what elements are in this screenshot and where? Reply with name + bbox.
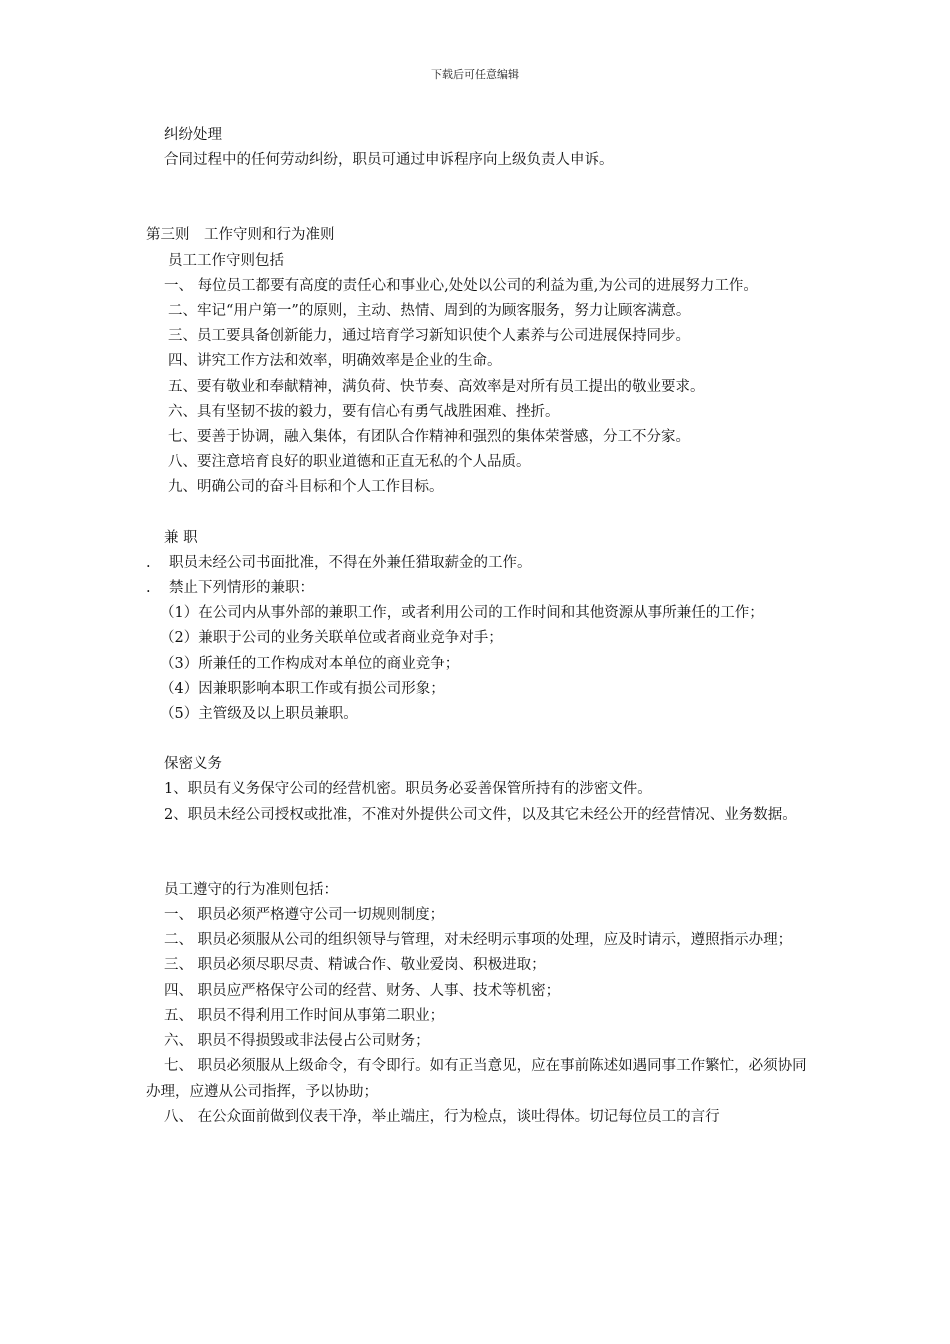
parttime-item: . 职员未经公司书面批准，不得在外兼任猎取薪金的工作。 — [146, 554, 532, 571]
conduct-intro: 员工遵守的行为准则包括： — [164, 881, 338, 898]
rule-item: 八、要注意培育良好的职业道德和正直无私的个人品质。 — [168, 454, 531, 471]
document-body — [146, 123, 811, 1130]
rules-intro: 员工工作守则包括 — [168, 252, 284, 269]
conduct-item: 七、 职员必须服从上级命令，有令即行。如有正当意见，应在事前陈述如遇同事工作繁忙，必须协同办理，应遵从公司指挥，予以协助； — [146, 1058, 807, 1100]
section-title-confidential: 保密义务 — [164, 756, 222, 773]
conduct-item: 六、 职员不得损毁或非法侵占公司财务； — [164, 1033, 430, 1050]
parttime-sub-item: （1）在公司内从事外部的兼职工作，或者利用公司的工作时间和其他资源从事所兼任的工作； — [160, 605, 764, 622]
conduct-item: 四、 职员应严格保守公司的经营、财务、人事、技术等机密； — [164, 982, 561, 999]
rule-item: 二、牢记“用户第一”的原则，主动、热情、周到的为顾客服务，努力让顾客满意。 — [168, 303, 691, 320]
parttime-item: . 禁止下列情形的兼职： — [146, 580, 315, 597]
conduct-item: 三、 职员必须尽职尽责、精诚合作、敬业爱岗、积极进取； — [164, 957, 546, 974]
rule-item: 七、要善于协调，融入集体，有团队合作精神和强烈的集体荣誉感，分工不分家。 — [168, 429, 690, 446]
confidential-item: 2、职员未经公司授权或批准，不准对外提供公司文件，以及其它未经公开的经营情况、业务数据。 — [164, 806, 797, 823]
spacer — [146, 501, 811, 526]
spacer — [146, 828, 811, 878]
spacer — [146, 173, 811, 223]
parttime-sub-item: （2）兼职于公司的业务关联单位或者商业竞争对手； — [160, 630, 503, 647]
spacer — [146, 727, 811, 752]
section-title-parttime: 兼 职 — [164, 529, 198, 546]
rule-item: 四、讲究工作方法和效率，明确效率是企业的生命。 — [168, 353, 502, 370]
rule-item: 三、员工要具备创新能力，通过培育学习新知识使个人素养与公司进展保持同步。 — [168, 328, 690, 345]
parttime-sub-item: （3）所兼任的工作构成对本单位的商业竞争； — [160, 655, 460, 672]
rule-item: 九、明确公司的奋斗目标和个人工作目标。 — [168, 479, 444, 496]
paragraph-dispute: 合同过程中的任何劳动纠纷，职员可通过申诉程序向上级负责人申诉。 — [164, 152, 614, 169]
page-header: 下载后可任意编辑 — [431, 68, 519, 81]
rule-item: 五、要有敬业和奉献精神，满负荷、快节奏、高效率是对所有员工提出的敬业要求。 — [168, 378, 705, 395]
confidential-item: 1、职员有义务保守公司的经营机密。职员务必妥善保管所持有的涉密文件。 — [164, 781, 652, 798]
conduct-item: 五、 职员不得利用工作时间从事第二职业； — [164, 1007, 445, 1024]
conduct-item: 八、 在公众面前做到仪表干净，举止端庄，行为检点，谈吐得体。切记每位员工的言行 — [164, 1108, 720, 1125]
parttime-sub-item: （4）因兼职影响本职工作或有损公司形象； — [160, 680, 445, 697]
conduct-item: 一、 职员必须严格遵守公司一切规则制度； — [164, 907, 445, 924]
conduct-item: 二、 职员必须服从公司的组织领导与管理，对未经明示事项的处理，应及时请示，遵照指示办理； — [164, 932, 793, 949]
rule-item: 六、具有坚韧不拔的毅力，要有信心有勇气战胜困难、挫折。 — [168, 403, 560, 420]
chapter-title: 第三则 工作守则和行为准则 — [146, 227, 335, 244]
parttime-sub-item: （5）主管级及以上职员兼职。 — [160, 706, 358, 723]
rule-item: 一、 每位员工都要有高度的责任心和事业心,处处以公司的利益为重,为公司的进展努力工作。 — [164, 277, 758, 294]
section-title-dispute: 纠纷处理 — [164, 127, 222, 143]
